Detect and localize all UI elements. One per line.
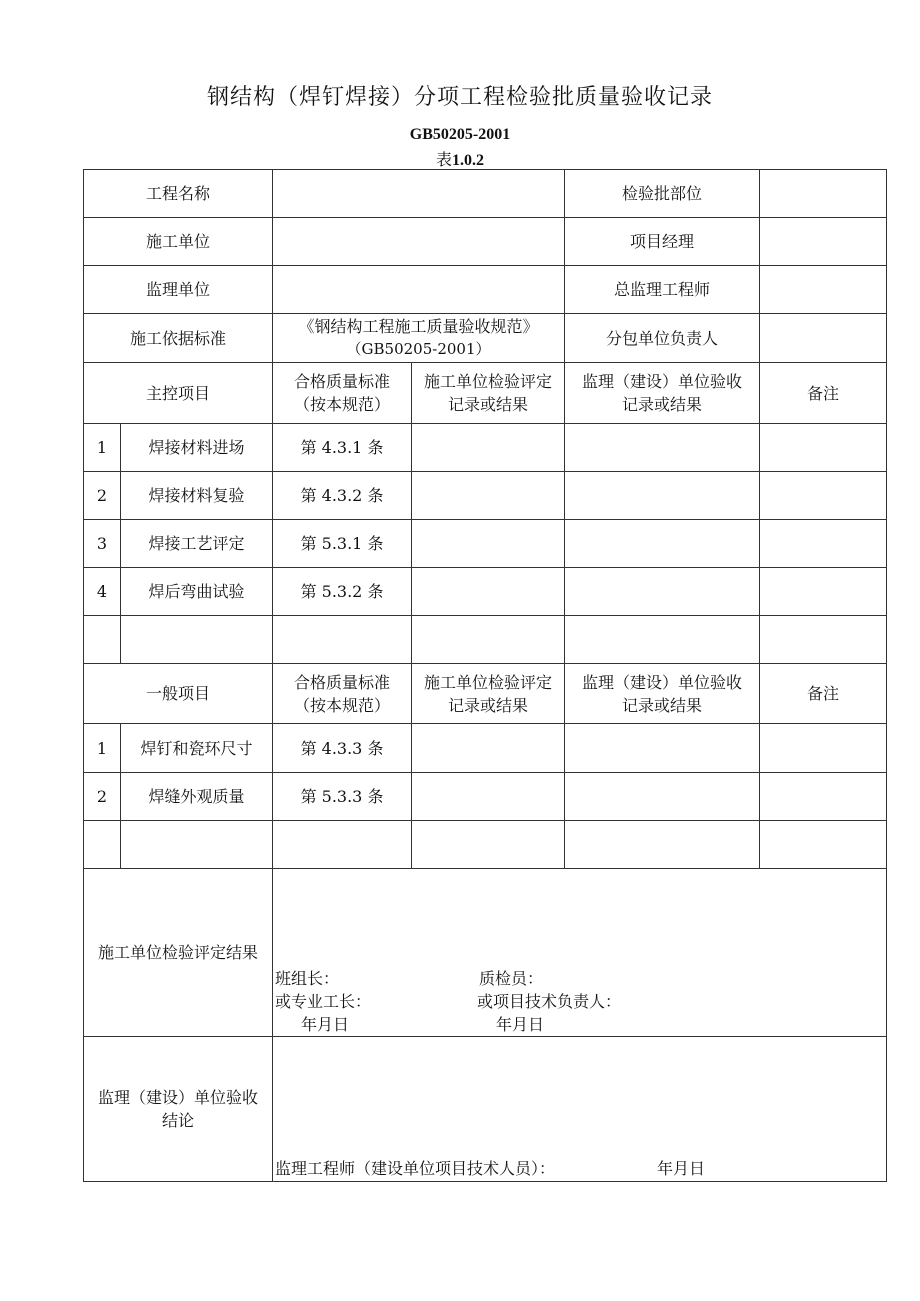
main-col-standard: 合格质量标准 （按本规范） bbox=[273, 363, 412, 424]
item-name: 焊接材料复验 bbox=[121, 472, 273, 520]
form-title: 钢结构（焊钉焊接）分项工程检验批质量验收记录 bbox=[206, 85, 713, 110]
project-name-label: 工程名称 bbox=[84, 170, 273, 218]
project-name-value[interactable] bbox=[273, 170, 565, 218]
empty-cell[interactable] bbox=[412, 821, 565, 869]
general-col-construction: 施工单位检验评定 记录或结果 bbox=[412, 664, 565, 724]
project-manager-label: 项目经理 bbox=[565, 218, 760, 266]
main-col-remarks: 备注 bbox=[760, 363, 887, 424]
table-row bbox=[84, 724, 887, 773]
item-construction-result[interactable] bbox=[412, 773, 565, 821]
date-label-2: 年月日 bbox=[496, 1015, 545, 1034]
item-no: 4 bbox=[84, 568, 121, 616]
supervising-engineer-label: 监理工程师（建设单位项目技术人员）： bbox=[275, 1159, 556, 1178]
info-row-standard bbox=[84, 314, 887, 363]
empty-cell[interactable] bbox=[121, 821, 273, 869]
item-clause: 第 5.3.3 条 bbox=[273, 773, 412, 821]
item-no: 1 bbox=[84, 424, 121, 472]
project-manager-value[interactable] bbox=[760, 218, 887, 266]
inspector-label: 质检员： bbox=[479, 969, 544, 988]
main-col-supervision: 监理（建设）单位验收 记录或结果 bbox=[565, 363, 760, 424]
table-number bbox=[0, 147, 920, 170]
inspection-record-table bbox=[83, 169, 887, 1182]
supervision-date-label: 年月日 bbox=[657, 1159, 706, 1178]
item-remarks[interactable] bbox=[760, 773, 887, 821]
inspection-lot-part-label: 检验批部位 bbox=[565, 170, 760, 218]
item-clause: 第 4.3.1 条 bbox=[273, 424, 412, 472]
table-row-empty bbox=[84, 821, 887, 869]
supervision-signoff-line bbox=[275, 1157, 705, 1180]
foreman-label: 或专业工长： bbox=[275, 992, 372, 1011]
item-remarks[interactable] bbox=[760, 424, 887, 472]
info-row-contractor bbox=[84, 218, 887, 266]
main-items-header bbox=[84, 363, 887, 424]
empty-cell[interactable] bbox=[412, 616, 565, 664]
item-remarks[interactable] bbox=[760, 472, 887, 520]
subcontractor-lead-value[interactable] bbox=[760, 314, 887, 363]
standard-value-line1: 《钢结构工程施工质量验收规范》 bbox=[298, 317, 539, 336]
item-supervision-result[interactable] bbox=[565, 568, 760, 616]
empty-cell[interactable] bbox=[565, 821, 760, 869]
team-leader-label: 班组长： bbox=[275, 969, 340, 988]
table-row bbox=[84, 773, 887, 821]
standard-code: GB50205-2001 bbox=[409, 126, 511, 143]
empty-cell[interactable] bbox=[760, 616, 887, 664]
signoff-line-3 bbox=[275, 1013, 621, 1036]
empty-cell[interactable] bbox=[84, 616, 121, 664]
supervision-unit-label: 监理单位 bbox=[84, 266, 273, 314]
contractor-value[interactable] bbox=[273, 218, 565, 266]
item-construction-result[interactable] bbox=[412, 724, 565, 773]
construction-standard-label: 施工依据标准 bbox=[84, 314, 273, 363]
item-supervision-result[interactable] bbox=[565, 773, 760, 821]
item-supervision-result[interactable] bbox=[565, 520, 760, 568]
item-name: 焊缝外观质量 bbox=[121, 773, 273, 821]
table-number-prefix: 表 bbox=[435, 152, 452, 169]
main-items-label: 主控项目 bbox=[84, 363, 273, 424]
date-label-1: 年月日 bbox=[301, 1015, 350, 1034]
subcontractor-lead-label: 分包单位负责人 bbox=[565, 314, 760, 363]
info-row-supervisor bbox=[84, 266, 887, 314]
empty-cell[interactable] bbox=[121, 616, 273, 664]
supervision-conclusion-signoff[interactable] bbox=[273, 1037, 887, 1182]
item-name: 焊钉和瓷环尺寸 bbox=[121, 724, 273, 773]
table-row bbox=[84, 424, 887, 472]
item-supervision-result[interactable] bbox=[565, 472, 760, 520]
item-supervision-result[interactable] bbox=[565, 424, 760, 472]
supervision-conclusion-label: 监理（建设）单位验收 结论 bbox=[84, 1037, 273, 1182]
tech-lead-label: 或项目技术负责人： bbox=[477, 992, 622, 1011]
supervision-conclusion-row bbox=[84, 1037, 887, 1182]
table-row bbox=[84, 568, 887, 616]
info-row-project bbox=[84, 170, 887, 218]
empty-cell[interactable] bbox=[273, 616, 412, 664]
main-col-construction: 施工单位检验评定 记录或结果 bbox=[412, 363, 565, 424]
item-clause: 第 4.3.2 条 bbox=[273, 472, 412, 520]
item-construction-result[interactable] bbox=[412, 568, 565, 616]
table-row-empty bbox=[84, 616, 887, 664]
signoff-line-2 bbox=[275, 990, 621, 1013]
table-row bbox=[84, 520, 887, 568]
item-supervision-result[interactable] bbox=[565, 724, 760, 773]
item-construction-result[interactable] bbox=[412, 520, 565, 568]
item-name: 焊接材料进场 bbox=[121, 424, 273, 472]
empty-cell[interactable] bbox=[565, 616, 760, 664]
general-col-standard: 合格质量标准 （按本规范） bbox=[273, 664, 412, 724]
construction-standard-value bbox=[273, 314, 565, 363]
chief-supervisor-label: 总监理工程师 bbox=[565, 266, 760, 314]
item-no: 3 bbox=[84, 520, 121, 568]
item-name: 焊后弯曲试验 bbox=[121, 568, 273, 616]
empty-cell[interactable] bbox=[84, 821, 121, 869]
empty-cell[interactable] bbox=[760, 821, 887, 869]
contractor-label: 施工单位 bbox=[84, 218, 273, 266]
item-remarks[interactable] bbox=[760, 724, 887, 773]
supervision-unit-value[interactable] bbox=[273, 266, 565, 314]
general-col-supervision: 监理（建设）单位验收 记录或结果 bbox=[565, 664, 760, 724]
item-construction-result[interactable] bbox=[412, 424, 565, 472]
standard-value-line2: （GB50205-2001） bbox=[346, 340, 491, 358]
item-construction-result[interactable] bbox=[412, 472, 565, 520]
table-number-value: 1.0.2 bbox=[452, 152, 484, 169]
general-items-label: 一般项目 bbox=[84, 664, 273, 724]
signoff-line-1 bbox=[275, 967, 621, 990]
construction-result-label: 施工单位检验评定结果 bbox=[84, 869, 273, 1037]
general-items-header bbox=[84, 664, 887, 724]
inspection-lot-part-value[interactable] bbox=[760, 170, 887, 218]
item-clause: 第 5.3.1 条 bbox=[273, 520, 412, 568]
construction-result-signoff[interactable] bbox=[273, 869, 887, 1037]
item-name: 焊接工艺评定 bbox=[121, 520, 273, 568]
table-row bbox=[84, 472, 887, 520]
empty-cell[interactable] bbox=[273, 821, 412, 869]
item-no: 1 bbox=[84, 724, 121, 773]
item-clause: 第 4.3.3 条 bbox=[273, 724, 412, 773]
item-no: 2 bbox=[84, 773, 121, 821]
chief-supervisor-value[interactable] bbox=[760, 266, 887, 314]
general-col-remarks: 备注 bbox=[760, 664, 887, 724]
construction-result-row bbox=[84, 869, 887, 1037]
item-remarks[interactable] bbox=[760, 568, 887, 616]
item-no: 2 bbox=[84, 472, 121, 520]
item-clause: 第 5.3.2 条 bbox=[273, 568, 412, 616]
item-remarks[interactable] bbox=[760, 520, 887, 568]
